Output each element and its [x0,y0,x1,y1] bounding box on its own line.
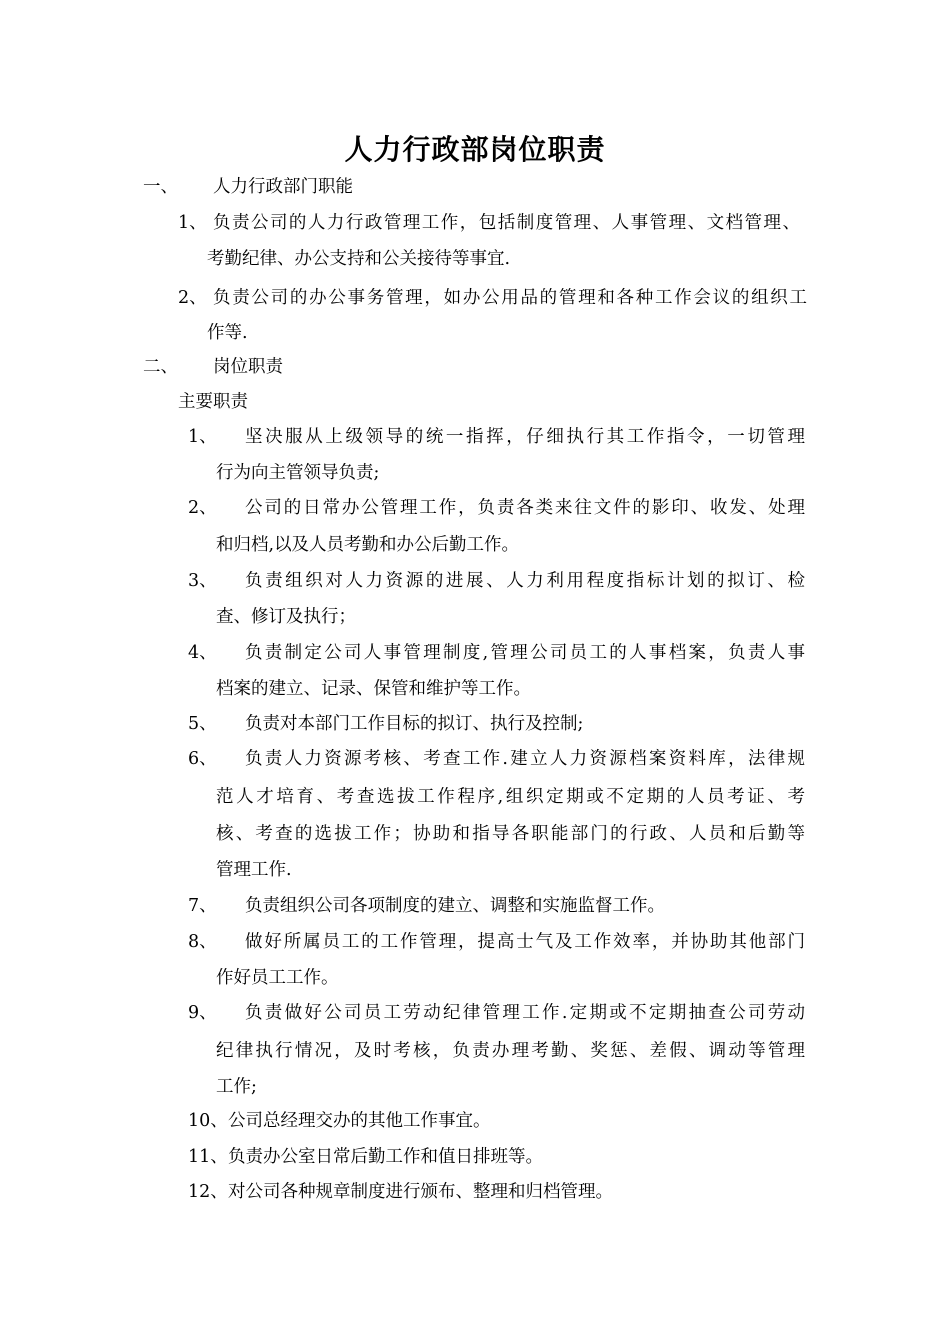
section-1-item-2-line-2: 作等. [207,323,248,343]
duty-1-line-1: 坚决服从上级领导的统一指挥，仔细执行其工作指令，一切管理 [245,427,805,447]
section-2-marker: 二、 [143,357,178,377]
duty-9-line-2: 纪律执行情况，及时考核，负责办理考勤、奖惩、差假、调动等管理 [216,1041,805,1061]
duty-12-number: 12、 [188,1182,228,1202]
duty-8-line-2: 作好员工工作。 [216,968,339,988]
duty-7-number: 7、 [188,896,217,916]
duty-2-line-2: 和归档,以及人员考勤和办公后勤工作。 [216,535,520,555]
duty-5-line-1: 负责对本部门工作目标的拟订、执行及控制; [245,714,584,734]
duty-5-number: 5、 [188,714,217,734]
duty-8-line-1: 做好所属员工的工作管理，提高士气及工作效率，并协助其他部门 [245,932,805,952]
duty-12-line-1: 对公司各种规章制度进行颁布、整理和归档管理。 [228,1182,613,1202]
duty-9-number: 9、 [188,1003,217,1023]
duty-6-line-2: 范人才培育、考查选拔工作程序,组织定期或不定期的人员考证、考 [216,787,805,807]
section-1-item-2-line-1: 负责公司的办公事务管理，如办公用品的管理和各种工作会议的组织工 [213,288,807,308]
duty-7-line-1: 负责组织公司各项制度的建立、调整和实施监督工作。 [245,896,665,916]
duty-4-line-2: 档案的建立、记录、保管和维护等工作。 [216,679,531,699]
duty-4-line-1: 负责制定公司人事管理制度,管理公司员工的人事档案，负责人事 [245,643,805,663]
duty-9-line-1: 负责做好公司员工劳动纪律管理工作.定期或不定期抽查公司劳动 [245,1003,805,1023]
duty-4-number: 4、 [188,643,217,663]
duty-11-line-1: 负责办公室日常后勤工作和值日排班等。 [228,1147,543,1167]
duty-6-line-3: 核、考查的选拔工作；协助和指导各职能部门的行政、人员和后勤等 [216,824,805,844]
duty-3-number: 3、 [188,571,217,591]
document-title: 人力行政部岗位职责 [344,133,606,166]
section-2-heading: 岗位职责 [213,357,283,377]
duty-2-number: 2、 [188,498,217,518]
duty-10-number: 10、 [188,1111,228,1131]
duty-1-number: 1、 [188,427,217,447]
duty-6-number: 6、 [188,749,217,769]
duty-8-number: 8、 [188,932,217,952]
section-2-subheading: 主要职责 [178,392,248,412]
duty-11-number: 11、 [188,1147,228,1167]
duty-1-line-2: 行为向主管领导负责; [216,463,380,483]
section-1-item-1-number: 1、 [178,213,207,233]
duty-6-line-4: 管理工作. [216,860,292,880]
duty-9-line-3: 工作; [216,1077,257,1097]
duty-3-line-2: 查、修订及执行； [216,607,356,627]
duty-6-line-1: 负责人力资源考核、考查工作.建立人力资源档案资料库，法律规 [245,749,805,769]
duty-2-line-1: 公司的日常办公管理工作，负责各类来往文件的影印、收发、处理 [245,498,805,518]
duty-10-line-1: 公司总经理交办的其他工作事宜。 [228,1111,491,1131]
duty-3-line-1: 负责组织对人力资源的进展、人力利用程度指标计划的拟订、检 [245,571,805,591]
section-1-heading: 人力行政部门职能 [213,177,353,197]
section-1-item-1-line-1: 负责公司的人力行政管理工作，包括制度管理、人事管理、文档管理、 [213,213,800,233]
section-1-item-1-line-2: 考勤纪律、办公支持和公关接待等事宜. [207,249,511,269]
section-1-marker: 一、 [143,177,178,197]
section-1-item-2-number: 2、 [178,288,207,308]
